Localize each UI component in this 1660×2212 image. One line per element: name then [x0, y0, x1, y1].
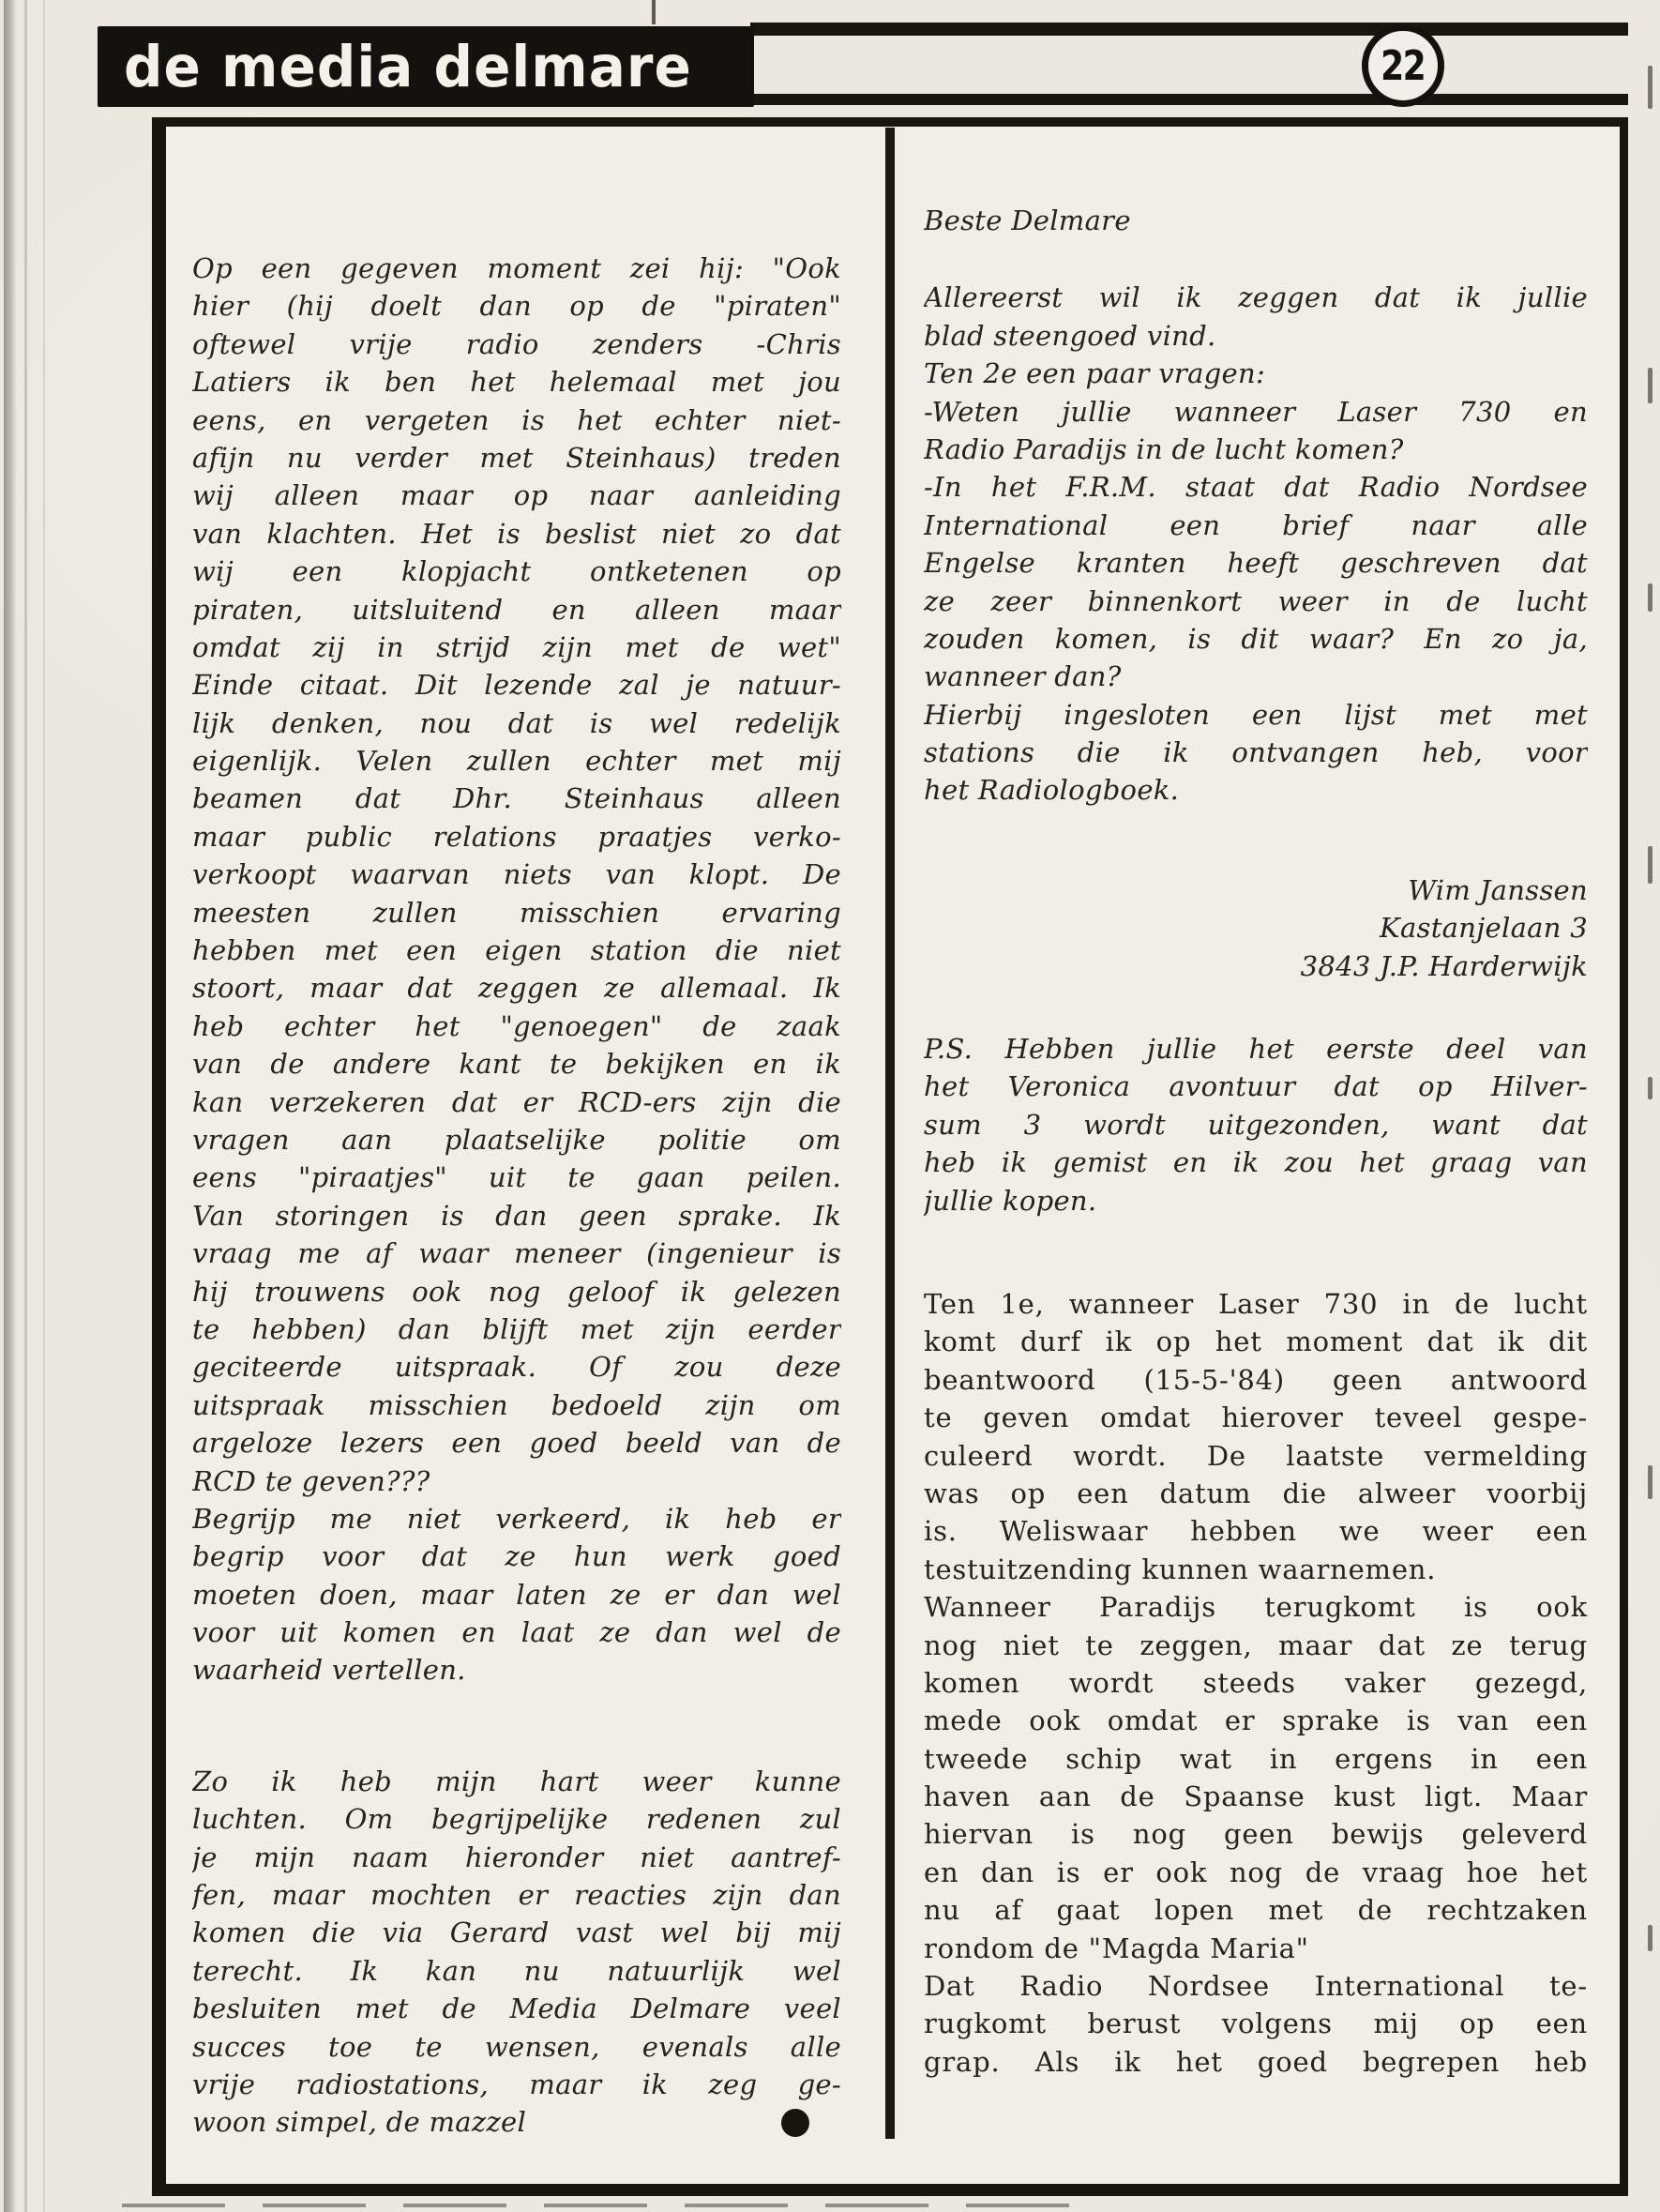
scan-fold-mark: [652, 0, 656, 24]
text-line: tweede schip wat in ergens in een: [924, 1742, 1588, 1775]
text-line: lijk denken, nou dat is wel redelijk: [192, 706, 841, 739]
text-line: zouden komen, is dit waar? En zo ja,: [924, 622, 1588, 655]
text-line: heb echter het "genoegen" de zaak: [192, 1009, 841, 1042]
text-block: [924, 202, 1588, 239]
text-line: en dan is er ook nog de vraag hoe het: [924, 1856, 1588, 1888]
text-line: stoort, maar dat zeggen ze allemaal. Ik: [192, 972, 841, 1005]
text-line: eens "piraatjes" uit te gaan peilen.: [192, 1161, 841, 1194]
signature-block: [924, 871, 1588, 985]
text-line: jullie kopen.: [924, 1184, 1097, 1217]
text-line: Allereerst wil ik zeggen dat ik jullie: [924, 281, 1588, 314]
text-block: [192, 250, 841, 1689]
text-line: -Weten jullie wanneer Laser 730 en: [924, 395, 1588, 428]
text-line: woon simpel, de mazzel: [192, 2103, 841, 2141]
scan-edge-dash: [1648, 66, 1652, 109]
text-line: hij trouwens ook nog geloof ik gelezen: [192, 1275, 841, 1308]
text-line: fen, maar mochten er reacties zijn dan: [192, 1879, 841, 1912]
scan-edge-dash: [1648, 1925, 1652, 1951]
text-line: Radio Paradijs in de lucht komen?: [924, 432, 1404, 465]
text-line: nog niet te zeggen, maar dat ze terug: [924, 1629, 1588, 1661]
text-line: sum 3 wordt uitgezonden, want dat: [924, 1108, 1588, 1141]
text-line: geciteerde uitspraak. Of zou deze: [192, 1351, 841, 1384]
text-line: begrip voor dat ze hun werk goed: [192, 1540, 841, 1573]
text-line: Kastanjelaan 3: [1379, 912, 1588, 945]
text-line: ze zeer binnenkort weer in de lucht: [924, 584, 1588, 617]
text-line: het Radiologboek.: [924, 774, 1180, 807]
text-line: heb ik gemist en ik zou het graag van: [924, 1146, 1588, 1179]
scan-edge-dash: [1648, 1465, 1652, 1499]
text-line: oftewel vrije radio zenders -Chris: [192, 327, 841, 360]
text-line: uitspraak misschien bedoeld zijn om: [192, 1388, 841, 1421]
text-line: Latiers ik ben het helemaal met jou: [192, 366, 841, 399]
text-line: vragen aan plaatselijke politie om: [192, 1123, 841, 1156]
text-line: wanneer dan?: [924, 660, 1122, 693]
text-line: luchten. Om begrijpelijke redenen zul: [192, 1803, 841, 1836]
text-line: komt durf ik op het moment dat ik dit: [924, 1326, 1588, 1358]
text-line: omdat zij in strijd zijn met de wet": [192, 630, 841, 663]
scan-edge-strip: [4, 0, 17, 2212]
text-block: [924, 1285, 1588, 2081]
text-line: nu af gaat lopen met de rechtzaken: [924, 1894, 1588, 1927]
text-line: eigenlijk. Velen zullen echter met mij: [192, 745, 841, 778]
text-line: mede ook omdat er sprake is van een: [924, 1704, 1588, 1737]
masthead-banner: [98, 26, 754, 107]
left-column: [192, 250, 841, 2142]
text-line: stations die ik ontvangen heb, voor: [924, 736, 1588, 769]
text-line: -In het F.R.M. staat dat Radio Nordsee: [924, 471, 1588, 504]
text-line: Op een gegeven moment zei hij: "Ook: [192, 252, 841, 284]
end-of-article-dot: [781, 2109, 809, 2137]
text-line: van klachten. Het is beslist niet zo dat: [192, 517, 841, 550]
text-line: beamen dat Dhr. Steinhaus alleen: [192, 782, 841, 815]
scan-edge-dash: [1648, 368, 1652, 403]
text-line: verkoopt waarvan niets van klopt. De: [192, 858, 841, 891]
text-line: 3843 J.P. Harderwijk: [1300, 949, 1588, 982]
scan-bottom-marks: [122, 2204, 1069, 2207]
text-line: Hierbij ingesloten een lijst met met: [924, 698, 1588, 731]
scan-edge-line: [43, 0, 45, 2212]
text-line: Wim Janssen: [1408, 873, 1588, 906]
text-line: terecht. Ik kan nu natuurlijk wel: [192, 1954, 841, 1987]
text-line: van de andere kant te bekijken en ik: [192, 1048, 841, 1081]
text-line: International een brief naar alle: [924, 508, 1588, 541]
text-line: Begrijp me niet verkeerd, ik heb er: [192, 1502, 841, 1535]
text-line: rondom de "Magda Maria": [924, 1932, 1309, 1964]
scan-edge-line: [24, 0, 27, 2212]
text-line: voor uit komen en laat ze dan wel de: [192, 1616, 841, 1649]
scan-edge-dash: [1648, 1077, 1652, 1099]
text-line: vraag me af waar meneer (ingenieur is: [192, 1237, 841, 1270]
text-line: kan verzekeren dat er RCD-ers zijn die: [192, 1085, 841, 1118]
text-line: Van storingen is dan geen sprake. Ik: [192, 1199, 841, 1232]
column-divider: [885, 128, 895, 2139]
text-line: meesten zullen misschien ervaring: [192, 896, 841, 929]
text-line: piraten, uitsluitend en alleen maar: [192, 593, 841, 626]
text-line: Dat Radio Nordsee International te-: [924, 1970, 1588, 2003]
text-line: Engelse kranten heeft geschreven dat: [924, 547, 1588, 580]
scan-edge-dash: [1648, 583, 1652, 612]
masthead-rule-top: [750, 23, 1628, 36]
text-line: beantwoord (15-5-'84) geen antwoord: [924, 1363, 1588, 1396]
text-line: het Veronica avontuur dat op Hilver-: [924, 1070, 1588, 1103]
text-line: te hebben) dan blijft met zijn eerder: [192, 1312, 841, 1345]
text-line: haven aan de Spaanse kust ligt. Maar: [924, 1780, 1588, 1813]
page-number: 22: [1381, 41, 1426, 90]
text-line: afijn nu verder met Steinhaus) treden: [192, 441, 841, 474]
text-line: hier (hij doelt dan op de "piraten": [192, 290, 841, 323]
text-line: je mijn naam hieronder niet aantref-: [192, 1841, 841, 1873]
masthead-rule-bottom: [750, 94, 1628, 105]
text-block: [192, 1763, 841, 2142]
right-column: [924, 202, 1588, 2081]
text-line: was op een datum die alweer voorbij: [924, 1477, 1588, 1509]
text-line: te geven omdat hierover teveel gespe-: [924, 1401, 1588, 1434]
text-line: wij een klopjacht ontketenen op: [192, 555, 841, 588]
text-line: besluiten met de Media Delmare veel: [192, 1992, 841, 2025]
text-line: maar public relations praatjes verko-: [192, 820, 841, 853]
text-line: Ten 2e een paar vragen:: [924, 357, 1266, 390]
text-line: RCD te geven???: [192, 1464, 430, 1497]
text-line: P.S. Hebben jullie het eerste deel van: [924, 1033, 1588, 1066]
text-line: Wanneer Paradijs terugkomt is ook: [924, 1591, 1588, 1624]
text-line: eens, en vergeten is het echter niet-: [192, 403, 841, 436]
text-line: hebben met een eigen station die niet: [192, 934, 841, 967]
text-line: vrije radiostations, maar ik zeg ge-: [192, 2068, 841, 2100]
scan-edge-dash: [1648, 846, 1652, 884]
text-line: Beste Delmare: [924, 205, 1131, 236]
text-block: [924, 279, 1588, 809]
text-line: rugkomt berust volgens mij op een: [924, 2007, 1588, 2040]
text-line: is. Weliswaar hebben we weer een: [924, 1515, 1588, 1548]
text-line: succes toe te wensen, evenals alle: [192, 2030, 841, 2063]
text-line: culeerd wordt. De laatste vermelding: [924, 1439, 1588, 1472]
text-line: grap. Als ik het goed begrepen heb: [924, 2045, 1588, 2078]
text-line: Einde citaat. Dit lezende zal je natuur-: [192, 669, 841, 702]
masthead-title: de media delmare: [124, 33, 692, 100]
text-line: argeloze lezers een goed beeld van de: [192, 1427, 841, 1460]
page-number-badge: [1362, 24, 1444, 107]
text-line: testuitzending kunnen waarnemen.: [924, 1553, 1437, 1585]
text-line: Zo ik heb mijn hart weer kunne: [192, 1765, 841, 1797]
text-line: komen die via Gerard vast wel bij mij: [192, 1917, 841, 1949]
text-line: wij alleen maar op naar aanleiding: [192, 479, 841, 512]
text-line: hiervan is nog geen bewijs geleverd: [924, 1818, 1588, 1851]
text-block: [924, 1030, 1588, 1220]
text-line: moeten doen, maar laten ze er dan wel: [192, 1578, 841, 1611]
text-line: blad steengoed vind.: [924, 319, 1216, 352]
text-line: komen wordt steeds vaker gezegd,: [924, 1666, 1588, 1699]
text-line: Ten 1e, wanneer Laser 730 in de lucht: [924, 1287, 1588, 1320]
text-line: waarheid vertellen.: [192, 1654, 466, 1687]
